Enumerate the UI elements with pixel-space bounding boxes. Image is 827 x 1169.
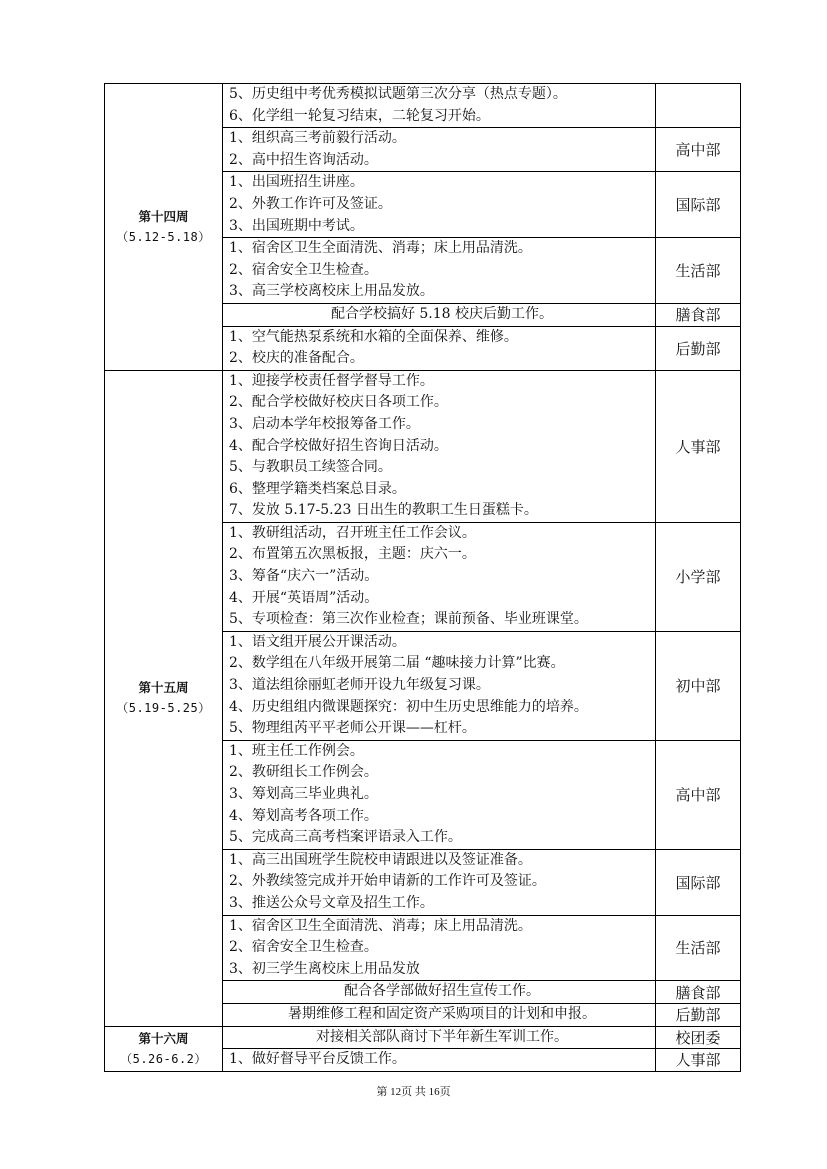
week-cell-16 [105,1026,223,1071]
week-name: 第十四周 [138,208,189,224]
task-item: 配合学校搞好 5.18 校庆后勤工作。 [330,305,554,322]
content-cell [223,238,656,304]
dept-cell: 国际部 [656,849,741,915]
task-item: 1、宿舍区卫生全面清洗、消毒；床上用品清洗。 [229,240,532,257]
task-item: 2、宿舍安全卫生检查。 [229,939,378,956]
task-item: 1、组织高三考前毅行活动。 [229,130,406,147]
content-cell [223,849,656,915]
content-cell [223,915,656,981]
task-item: 5、完成高三高考档案评语录入工作。 [229,829,462,846]
task-item: 1、迎接学校责任督学督导工作。 [229,372,434,389]
dept-cell [656,84,741,128]
task-item: 1、空气能热泵系统和水箱的全面保养、维修。 [229,328,518,345]
task-item: 3、启动本学年校报筹备工作。 [229,415,420,432]
task-item: 1、班主任工作例会。 [229,742,364,759]
task-item: 2、数学组在八年级开展第二届 “趣味接力计算”比赛。 [229,655,565,672]
dept-cell: 人事部 [656,1049,741,1072]
task-item: 配合各学部做好招生宣传工作。 [344,983,540,1000]
table-row [105,370,741,522]
task-item: 4、历史组组内微课题探究：初中生历史思维能力的培养。 [229,698,588,715]
task-item: 1、宿舍区卫生全面清洗、消毒；床上用品清洗。 [229,917,532,934]
dept-cell: 生活部 [656,915,741,981]
task-item: 2、外教续签完成并开始申请新的工作许可及签证。 [229,873,546,890]
content-cell [223,522,656,631]
content-cell [223,740,656,849]
content-cell [223,128,656,172]
dept-cell: 后勤部 [656,326,741,370]
dept-cell: 生活部 [656,238,741,304]
task-item: 3、高三学校离校床上用品发放。 [229,283,434,300]
task-item: 2、宿舍安全卫生检查。 [229,261,378,278]
dept-cell: 国际部 [656,172,741,238]
task-item: 3、出国班期中考试。 [229,217,364,234]
dept-cell: 人事部 [656,370,741,522]
week-dates: （5.19-5.25） [116,701,211,716]
task-item: 3、筹划高三毕业典礼。 [229,786,378,802]
task-item: 5、与教职员工续签合同。 [229,459,392,476]
content-cell [223,84,656,128]
task-item: 2、高中招生咨询活动。 [229,151,378,168]
dept-cell: 高中部 [656,740,741,849]
task-item: 1、出国班招生讲座。 [229,174,364,191]
content-cell [223,981,656,1004]
content-cell [223,1026,656,1049]
task-item: 2、配合学校做好校庆日各项工作。 [229,394,448,411]
task-item: 2、校庆的准备配合。 [229,350,364,367]
dept-cell: 后勤部 [656,1003,741,1026]
work-schedule-table [104,83,741,1072]
task-item: 5、专项检查：第三次作业检查；课前预备、毕业班课堂。 [229,611,588,628]
task-item: 1、语文组开展公开课活动。 [229,633,406,650]
task-item: 对接相关部队商讨下半年新生军训工作。 [316,1028,568,1045]
dept-cell: 校团委 [656,1026,741,1049]
content-cell [223,631,656,740]
table-row [105,1026,741,1049]
task-item: 6、化学组一轮复习结束，二轮复习开始。 [229,107,490,124]
task-item: 3、道法组徐丽虹老师开设九年级复习课。 [229,677,490,694]
dept-cell: 膳食部 [656,303,741,326]
task-item: 5、物理组芮平平老师公开课——杠杆。 [229,720,476,737]
task-item: 2、教研组长工作例会。 [229,764,378,781]
week-cell-15 [105,370,223,1026]
content-cell [223,1049,656,1072]
task-item: 2、布置第五次黑板报，主题：庆六一。 [229,546,476,563]
task-item: 2、外教工作许可及签证。 [229,195,392,212]
task-item: 5、历史组中考优秀模拟试题第三次分享（热点专题）。 [229,86,567,102]
task-item: 3、初三学生离校床上用品发放 [229,960,420,977]
week-dates: （5.26-6.2） [120,1051,207,1066]
week-name: 第十五周 [138,680,189,696]
task-item: 4、配合学校做好招生咨询日活动。 [229,437,448,454]
week-cell-14 [105,84,223,371]
page-footer: 第 12页 共 16页 [376,1086,451,1098]
task-item: 1、高三出国班学生院校申请跟进以及签证准备。 [229,851,532,868]
dept-cell: 小学部 [656,522,741,631]
content-cell [223,370,656,522]
week-dates: （5.12-5.18） [116,229,211,244]
dept-cell: 高中部 [656,128,741,172]
dept-cell: 初中部 [656,631,741,740]
task-item: 暑期维修工程和固定资产采购项目的计划和申报。 [288,1005,596,1022]
task-item: 1、教研组活动，召开班主任工作会议。 [229,524,476,541]
task-item: 7、发放 5.17-5.23 日出生的教职工生日蛋糕卡。 [229,502,538,519]
task-item: 1、做好督导平台反馈工作。 [229,1051,406,1068]
task-item: 4、开展“英语周”活动。 [229,589,379,606]
task-item: 3、筹备“庆六一”活动。 [229,568,379,585]
table-row [105,84,741,128]
task-item: 3、推送公众号文章及招生工作。 [229,894,434,911]
content-cell [223,1003,656,1026]
week-name: 第十六周 [138,1030,189,1046]
task-item: 6、整理学籍类档案总目录。 [229,480,406,497]
content-cell [223,303,656,326]
dept-cell: 膳食部 [656,981,741,1004]
task-item: 4、筹划高考各项工作。 [229,807,378,824]
content-cell [223,326,656,370]
content-cell [223,172,656,238]
